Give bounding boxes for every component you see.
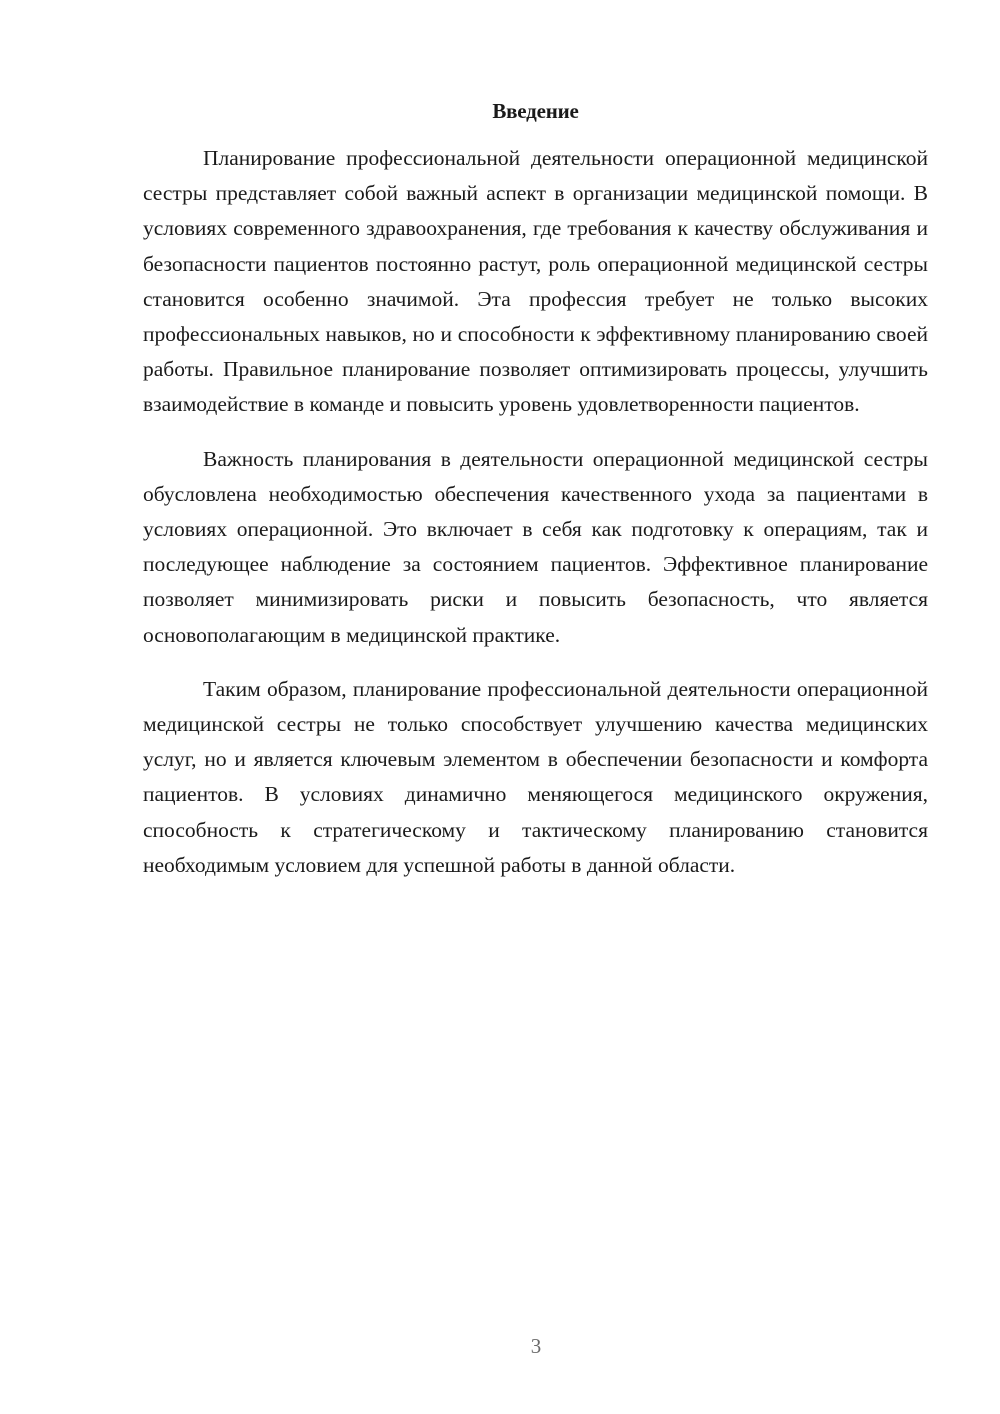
paragraph-2: Важность планирования в деятельности операционной медицинской сестры обусловлена необходимостью обеспечения качественного ухода за пациентами в условиях операционной. Это включает в себя как подготовку к операциям, так и последующее наблюдение за состоянием пациентов. Эффективное планирование позволяет минимизировать риски и повысить безопасность, что является основополагающим в медицинской практике. bbox=[143, 446, 928, 647]
page-number: 3 bbox=[530, 1334, 542, 1358]
paragraph-3: Таким образом, планирование профессиональной деятельности операционной медицинской сестры не только способствует улучшению качества медицинских услуг, но и является ключевым элементом в обеспечении безопасности и комфорта пациентов. В условиях динамично меняющегося медицинского окружения, способность к стратегическому и тактическому планированию становится необходимым условием для успешной работы в данной области. bbox=[143, 676, 928, 877]
page-content bbox=[143, 95, 928, 883]
paragraph-1: Планирование профессиональной деятельности операционной медицинской сестры представляет собой важный аспект в организации медицинской помощи. В условиях современного здравоохранения, где требования к качеству обслуживания и безопасности пациентов постоянно растут, роль операционной медицинской сестры становится особенно значимой. Эта профессия требует не только высоких профессиональных навыков, но и способности к эффективному планированию своей работы. Правильное планирование позволяет оптимизировать процессы, улучшить взаимодействие в команде и повысить уровень удовлетворенности пациентов. bbox=[143, 146, 928, 417]
section-heading: Введение bbox=[492, 99, 579, 123]
